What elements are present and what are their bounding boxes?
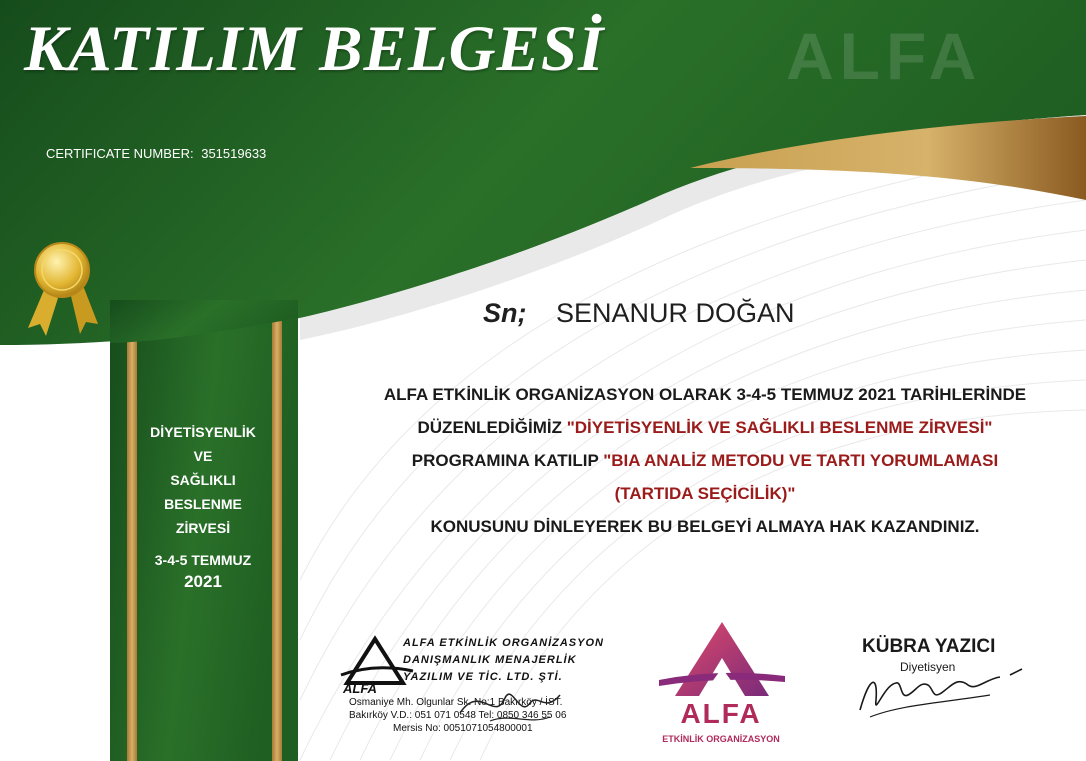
sidebar-event-name [138,420,268,540]
brand-watermark: ALFA [786,19,983,93]
sidebar-event-line: BESLENME [164,496,242,512]
sidebar-dates: 3-4-5 TEMMUZ [154,552,252,568]
topic-title-continued: (TARTIDA SEÇİCİLİK)" [614,484,796,503]
stamp-tax: Bakırköy V.D.: 051 071 0548 Tel: 0850 346 55 06 [349,710,567,721]
sidebar-event-line: ZİRVESİ [175,520,231,536]
certificate-body [340,378,1070,543]
recipient-prefix: Sn; [483,298,527,328]
certificate-number [46,146,266,161]
recipient-name: SENANUR DOĞAN [556,298,795,328]
alfa-logo-icon [655,616,790,751]
body-line-text: DÜZENLEDİĞİMİZ [417,418,567,437]
topic-title: "BIA ANALİZ METODU VE TARTI YORUMLAMASI [603,451,999,470]
stamp-name-line: YAZILIM VE TİC. LTD. ŞTİ. [403,671,563,683]
body-line [340,411,1070,444]
stamp-name-line: ALFA ETKİNLİK ORGANİZASYON [403,637,604,649]
certificate-title: KATILIM BELGESİ [24,13,605,85]
company-stamp [335,635,605,745]
sidebar-event-line: SAĞLIKLI [170,472,236,488]
body-line: KONUSUNU DİNLEYEREK BU BELGEYİ ALMAYA HAK KAZANDINIZ. [430,517,980,536]
signer-signature [840,655,1040,725]
body-line-text: PROGRAMINA KATILIP [411,451,604,470]
sidebar-event-line: DİYETİSYENLİK [150,424,256,440]
stamp-name-line: DANIŞMANLIK MENAJERLİK [403,654,577,666]
stamp-logo-text: ALFA [343,681,377,695]
signer-role: Diyetisyen [900,660,956,674]
stamp-address: Osmaniye Mh. Olgunlar Sk. No:1 Bakırköy / İST. [349,697,563,708]
sidebar-event-info [138,420,268,592]
body-line: ALFA ETKİNLİK ORGANİZASYON OLARAK 3-4-5 TEMMUZ 2021 TARİHLERİNDE [383,385,1027,404]
recipient [483,298,795,329]
signer-name: KÜBRA YAZICI [862,636,996,657]
event-name: "DİYETİSYENLİK VE SAĞLIKLI BESLENME ZİRVESİ" [566,418,993,437]
award-ribbon-icon [22,240,102,340]
certificate-number-label: CERTIFICATE NUMBER: [46,146,194,161]
stamp-signature [450,673,570,733]
stamp-mersis: Mersis No: 0051071054800001 [393,723,533,734]
alfa-logo-text: ALFA [680,698,762,729]
body-line [340,444,1070,477]
sidebar-event-line: VE [193,448,213,464]
sidebar-year: 2021 [184,572,222,591]
alfa-logo-subtitle: ETKİNLİK ORGANİZASYON [662,734,780,744]
certificate-number-value: 351519633 [201,146,267,161]
